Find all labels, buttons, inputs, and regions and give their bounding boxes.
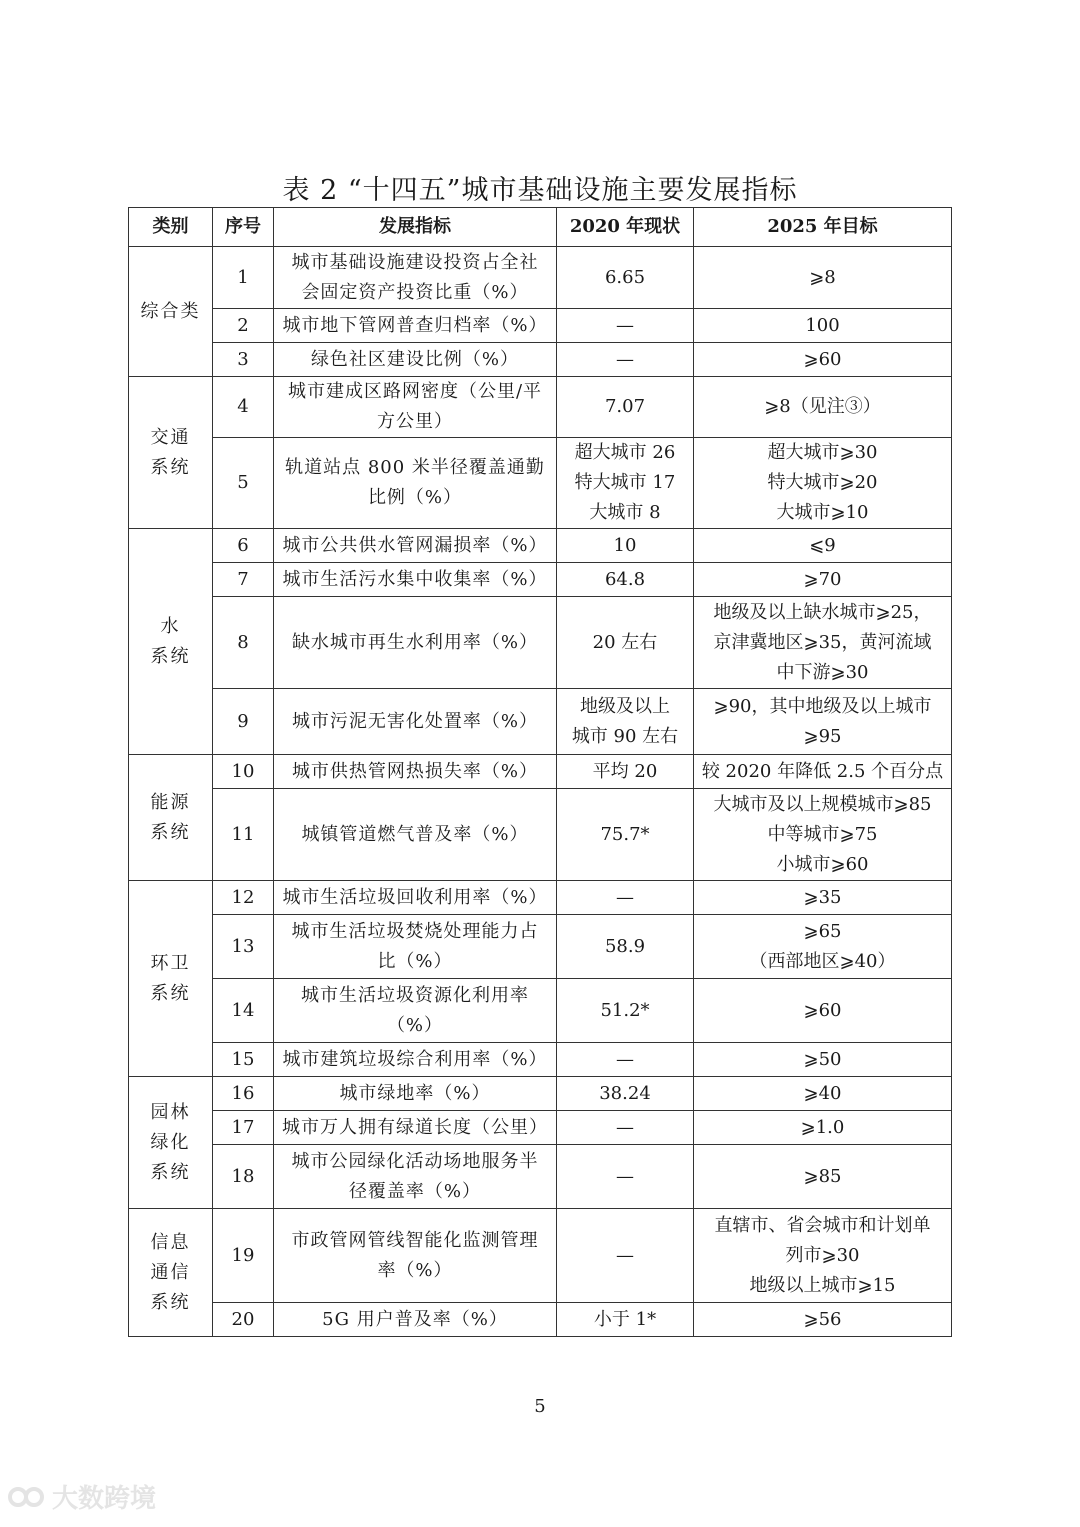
status-2020-cell [557, 597, 694, 689]
table-row [129, 1077, 952, 1111]
status-text: — [616, 1116, 634, 1138]
status-text: 城市 90 左右 [571, 725, 679, 747]
target-2025-cell [694, 1043, 952, 1077]
indicator-cell [274, 1111, 557, 1145]
category-label: 系统 [150, 645, 191, 667]
status-text: 75.7* [600, 823, 650, 845]
target-2025-cell [694, 1111, 952, 1145]
target-text: 地级以上城市⩾15 [749, 1274, 896, 1296]
table-row [129, 881, 952, 915]
indicator-text: 城镇管道燃气普及率（%） [301, 823, 529, 845]
page-number: 5 [534, 1396, 546, 1417]
row-number: 16 [213, 1077, 274, 1111]
target-text: ⩾40 [803, 1082, 842, 1104]
status-2020-cell [557, 563, 694, 597]
status-text: 小于 1* [593, 1308, 657, 1330]
indicator-text: 城市万人拥有绿道长度（公里） [282, 1116, 548, 1138]
status-2020-cell [557, 915, 694, 979]
indicator-cell [274, 979, 557, 1043]
indicator-text: 城市绿地率（%） [339, 1082, 491, 1104]
status-text: — [616, 1165, 634, 1187]
status-2020-cell [557, 247, 694, 309]
status-2020-cell [557, 689, 694, 755]
indicator-text: 城市公共供水管网漏损率（%） [282, 534, 548, 556]
indicator-cell [274, 529, 557, 563]
target-text: 直辖市、省会城市和计划单 [714, 1214, 931, 1236]
table-row [129, 755, 952, 789]
status-text: — [616, 348, 634, 370]
table-row [129, 1111, 952, 1145]
indicator-table [128, 207, 952, 1337]
indicator-text: 城市基础设施建设投资占全社 [291, 251, 539, 273]
indicator-text: 5G 用户普及率（%） [322, 1308, 508, 1330]
status-text: 平均 20 [592, 760, 658, 782]
table-body [129, 247, 952, 1337]
status-text: — [616, 1048, 634, 1070]
table-row [129, 979, 952, 1043]
target-text: 大城市及以上规模城市⩾85 [713, 793, 932, 815]
row-number: 2 [213, 309, 274, 343]
status-text: 58.9 [604, 935, 646, 957]
status-text: 超大城市 26 [574, 442, 676, 463]
watermark-logo-icon [8, 1484, 46, 1510]
target-text: ⩾56 [803, 1308, 842, 1330]
indicator-text: 城市建成区路网密度（公里/平 [287, 381, 543, 402]
target-2025-cell [694, 1303, 952, 1337]
row-number: 1 [213, 247, 274, 309]
indicator-cell [274, 1043, 557, 1077]
row-number: 13 [213, 915, 274, 979]
row-number: 3 [213, 343, 274, 377]
indicator-cell [274, 689, 557, 755]
target-text: ⩾95 [803, 725, 842, 747]
row-number: 6 [213, 529, 274, 563]
target-2025-cell [694, 1145, 952, 1209]
status-text: 64.8 [604, 568, 646, 590]
category-cell [129, 1077, 213, 1209]
indicator-text: 率（%） [377, 1259, 453, 1281]
table-title: 表 2 “十四五”城市基础设施主要发展指标 [282, 175, 798, 206]
category-label: 系统 [150, 456, 191, 478]
target-2025-cell [694, 438, 952, 529]
table-row [129, 1209, 952, 1303]
row-number: 17 [213, 1111, 274, 1145]
indicator-text: 比（%） [377, 950, 453, 972]
indicator-text: 城市供热管网热损失率（%） [291, 760, 539, 782]
target-text: 地级及以上缺水城市⩾25， [713, 601, 932, 623]
status-text: 20 左右 [592, 631, 658, 653]
row-number: 20 [213, 1303, 274, 1337]
indicator-cell [274, 597, 557, 689]
target-2025-cell [694, 689, 952, 755]
status-2020-cell [557, 789, 694, 881]
table-row [129, 789, 952, 881]
target-text: ⩽9 [809, 534, 836, 556]
indicator-cell [274, 563, 557, 597]
indicator-text: 轨道站点 800 米半径覆盖通勤 [285, 457, 545, 478]
target-text: ⩾1.0 [800, 1116, 845, 1138]
indicator-cell [274, 915, 557, 979]
target-text: 超大城市⩾30 [767, 442, 878, 463]
row-number: 8 [213, 597, 274, 689]
target-text: 中等城市⩾75 [767, 823, 878, 845]
category-cell [129, 377, 213, 529]
category-label: 能源 [150, 791, 191, 813]
target-text: ⩾8 [809, 266, 836, 288]
table-row [129, 1043, 952, 1077]
status-text: 51.2* [600, 999, 650, 1021]
table-header-row [129, 208, 952, 247]
target-text: 小城市⩾60 [776, 853, 869, 875]
row-number: 9 [213, 689, 274, 755]
indicator-text: 市政管网管线智能化监测管理 [291, 1229, 539, 1251]
status-2020-cell [557, 377, 694, 438]
indicator-text: 城市生活污水集中收集率（%） [282, 568, 548, 590]
indicator-cell [274, 1303, 557, 1337]
target-2025-cell [694, 1209, 952, 1303]
target-text: ⩾60 [803, 999, 842, 1021]
indicator-cell [274, 343, 557, 377]
target-2025-cell [694, 915, 952, 979]
table-row [129, 309, 952, 343]
category-label: 系统 [150, 1161, 191, 1183]
header-2025-target: 2025 年目标 [694, 208, 952, 247]
target-2025-cell [694, 881, 952, 915]
target-text: ⩾8（见注③） [764, 396, 881, 417]
target-2025-cell [694, 1077, 952, 1111]
category-label: 环卫 [150, 952, 191, 974]
target-text: 京津冀地区⩾35，黄河流域 [713, 631, 932, 653]
row-number: 15 [213, 1043, 274, 1077]
target-text: 较 2020 年降低 2.5 个百分点 [701, 760, 944, 782]
target-text: 中下游⩾30 [776, 661, 869, 683]
indicator-text: 缺水城市再生水利用率（%） [291, 631, 539, 653]
table-row [129, 438, 952, 529]
target-2025-cell [694, 563, 952, 597]
row-number: 10 [213, 755, 274, 789]
status-2020-cell [557, 755, 694, 789]
target-text: ⩾65 [803, 920, 842, 942]
target-2025-cell [694, 597, 952, 689]
table-row [129, 1145, 952, 1209]
category-label: 交通 [150, 426, 191, 448]
indicator-text: 城市建筑垃圾综合利用率（%） [282, 1048, 548, 1070]
indicator-text: 城市污泥无害化处置率（%） [291, 710, 539, 732]
status-2020-cell [557, 1111, 694, 1145]
target-text: ⩾70 [803, 568, 842, 590]
row-number: 7 [213, 563, 274, 597]
target-text: ⩾35 [803, 886, 842, 908]
status-text: 7.07 [604, 396, 646, 417]
target-text: 列市⩾30 [785, 1244, 860, 1266]
indicator-cell [274, 309, 557, 343]
category-cell [129, 755, 213, 881]
indicator-cell [274, 438, 557, 529]
table-row [129, 247, 952, 309]
target-2025-cell [694, 789, 952, 881]
indicator-text: 城市公园绿化活动场地服务半 [291, 1150, 539, 1172]
status-text: 10 [613, 534, 637, 556]
row-number: 19 [213, 1209, 274, 1303]
target-text: ⩾90，其中地级及以上城市 [713, 695, 932, 717]
status-text: — [616, 1244, 634, 1266]
indicator-cell [274, 755, 557, 789]
target-text: ⩾60 [803, 348, 842, 370]
category-label: 系统 [150, 982, 191, 1004]
category-label: 综合类 [140, 300, 201, 322]
indicator-text: 城市生活垃圾资源化利用率 [301, 984, 529, 1006]
header-category: 类别 [129, 208, 213, 247]
row-number: 12 [213, 881, 274, 915]
indicator-text: 方公里） [377, 411, 453, 432]
category-label: 信息 [150, 1231, 191, 1253]
category-label: 系统 [150, 1291, 191, 1313]
table-row [129, 563, 952, 597]
indicator-text: 城市生活垃圾焚烧处理能力占 [291, 920, 539, 942]
status-2020-cell [557, 529, 694, 563]
category-label: 通信 [150, 1261, 191, 1283]
target-2025-cell [694, 309, 952, 343]
target-text: 特大城市⩾20 [767, 472, 878, 493]
indicator-cell [274, 789, 557, 881]
status-2020-cell [557, 1077, 694, 1111]
row-number: 5 [213, 438, 274, 529]
indicator-text: 城市地下管网普查归档率（%） [282, 314, 548, 336]
row-number: 18 [213, 1145, 274, 1209]
status-text: 6.65 [604, 266, 646, 288]
status-text: 特大城市 17 [574, 472, 676, 493]
header-indicator: 发展指标 [274, 208, 557, 247]
indicator-cell [274, 1145, 557, 1209]
status-2020-cell [557, 1145, 694, 1209]
row-number: 14 [213, 979, 274, 1043]
indicator-text: 绿色社区建设比例（%） [310, 348, 520, 370]
row-number: 4 [213, 377, 274, 438]
table-row [129, 915, 952, 979]
row-number: 11 [213, 789, 274, 881]
table-row [129, 377, 952, 438]
status-2020-cell [557, 1209, 694, 1303]
indicator-cell [274, 247, 557, 309]
target-2025-cell [694, 247, 952, 309]
table-row [129, 597, 952, 689]
indicator-text: 比例（%） [367, 487, 463, 508]
table-row [129, 689, 952, 755]
category-label: 园林 [150, 1101, 191, 1123]
indicator-text: 径覆盖率（%） [348, 1180, 482, 1202]
header-number: 序号 [213, 208, 274, 247]
target-2025-cell [694, 755, 952, 789]
indicator-cell [274, 881, 557, 915]
indicator-cell [274, 1077, 557, 1111]
indicator-cell [274, 1209, 557, 1303]
status-2020-cell [557, 343, 694, 377]
watermark [8, 1478, 156, 1515]
status-2020-cell [557, 979, 694, 1043]
table-row [129, 343, 952, 377]
category-cell [129, 881, 213, 1077]
target-2025-cell [694, 979, 952, 1043]
watermark-text: 大数跨境 [52, 1484, 157, 1514]
target-text: ⩾85 [803, 1165, 842, 1187]
status-text: 大城市 8 [589, 502, 661, 523]
category-cell [129, 1209, 213, 1337]
target-text: 大城市⩾10 [776, 502, 869, 523]
target-2025-cell [694, 377, 952, 438]
status-2020-cell [557, 1043, 694, 1077]
status-text: 地级及以上 [580, 695, 670, 717]
category-cell [129, 247, 213, 377]
target-text: 100 [805, 314, 840, 336]
category-label: 绿化 [150, 1131, 191, 1153]
header-2020-status: 2020 年现状 [557, 208, 694, 247]
indicator-cell [274, 377, 557, 438]
table-row [129, 1303, 952, 1337]
table-row [129, 529, 952, 563]
status-2020-cell [557, 309, 694, 343]
target-text: （西部地区⩾40） [749, 950, 896, 972]
category-cell [129, 529, 213, 755]
status-text: 38.24 [599, 1082, 651, 1104]
status-2020-cell [557, 881, 694, 915]
status-2020-cell [557, 438, 694, 529]
indicator-text: （%） [386, 1014, 444, 1036]
indicator-text: 城市生活垃圾回收利用率（%） [282, 886, 548, 908]
category-label: 水 [160, 615, 181, 637]
indicator-text: 会固定资产投资比重（%） [301, 281, 529, 303]
category-label: 系统 [150, 821, 191, 843]
target-2025-cell [694, 343, 952, 377]
target-2025-cell [694, 529, 952, 563]
status-2020-cell [557, 1303, 694, 1337]
status-text: — [616, 314, 634, 336]
target-text: ⩾50 [803, 1048, 842, 1070]
status-text: — [616, 886, 634, 908]
